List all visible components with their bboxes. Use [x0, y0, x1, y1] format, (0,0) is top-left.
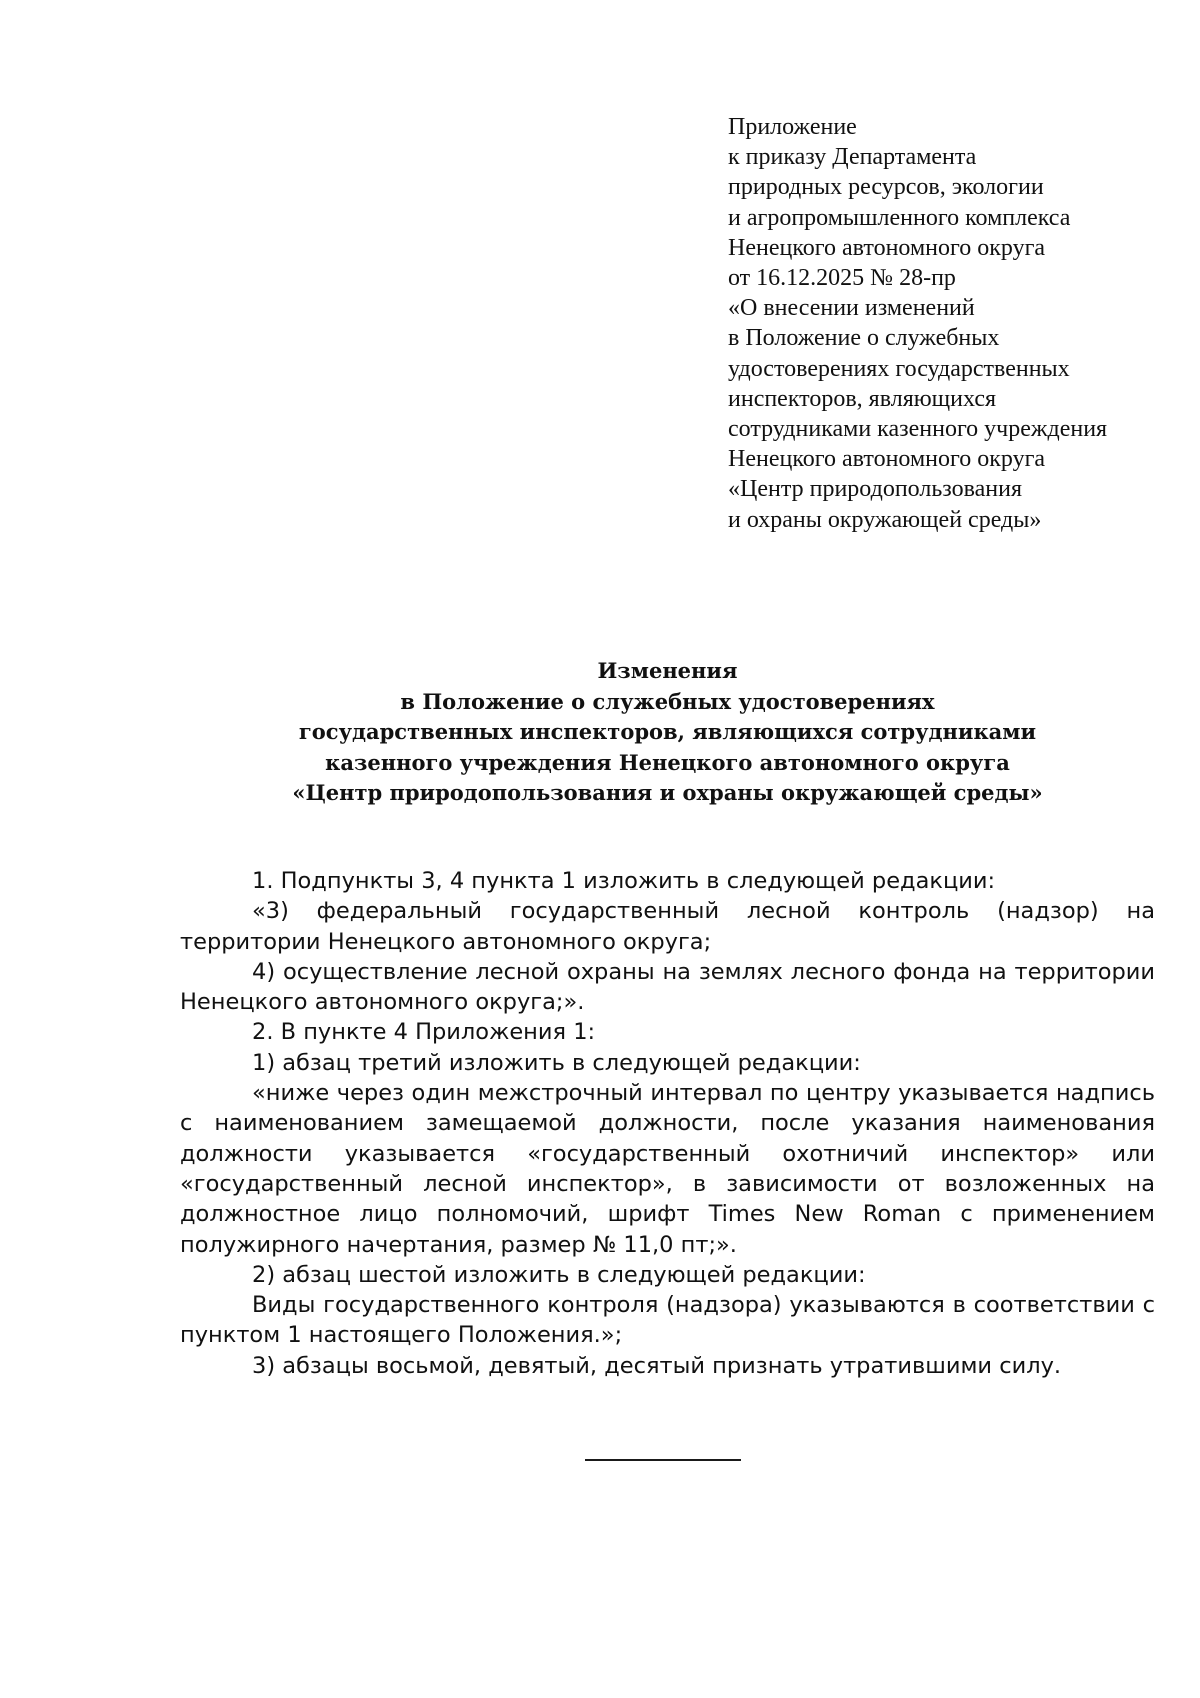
appendix-line: Ненецкого автономного округа [728, 234, 1046, 261]
appendix-line: Ненецкого автономного округа [728, 446, 1046, 473]
appendix-line: инспекторов, являющихся [728, 385, 997, 412]
appendix-header [728, 112, 1188, 535]
document-body [180, 866, 1155, 1381]
body-paragraph: «3) федеральный государственный лесной контроль (надзор) на территории Ненецкого автономного округа; [180, 898, 1155, 955]
title-line: государственных инспекторов, являющихся сотрудниками [298, 719, 1037, 744]
appendix-line: к приказу Департамента [728, 144, 977, 171]
body-paragraph: 1. Подпункты 3, 4 пункта 1 изложить в следующей редакции: [252, 868, 996, 894]
body-paragraph: 1) абзац третий изложить в следующей редакции: [252, 1049, 861, 1076]
appendix-line: в Положение о служебных [728, 325, 1000, 352]
body-paragraph: 2) абзац шестой изложить в следующей редакции: [252, 1261, 866, 1288]
title-line: Изменения [597, 658, 738, 683]
body-paragraph: 3) абзацы восьмой, девятый, десятый признать утратившими силу. [252, 1352, 1062, 1379]
body-paragraph: 4) осуществление лесной охраны на землях лесного фонда на территории Ненецкого автономного округа;». [180, 958, 1155, 1016]
body-paragraph: Виды государственного контроля (надзора) указываются в соответствии с пунктом 1 настоящего Положения.»; [180, 1292, 1155, 1349]
appendix-line: природных ресурсов, экологии [728, 174, 1044, 201]
title-line: в Положение о служебных удостоверениях [400, 688, 935, 714]
body-paragraph: «ниже через один межстрочный интервал по центру указывается надпись с наименованием замещаемой должности, после указания наименования должности указывается «государственный охотничий инспектор» или «государственный лесной инспектор», в зависимости от возложенных на должностное лицо полномочий, шрифт Times New Roman с применением полужирного начертания, размер № 11,0 пт;». [180, 1080, 1155, 1258]
body-paragraph: 2. В пункте 4 Приложения 1: [252, 1019, 596, 1046]
appendix-line: и охраны окружающей среды» [728, 506, 1042, 533]
appendix-line: «Центр природопользования [728, 476, 1022, 503]
title-line: казенного учреждения Ненецкого автономного округа [325, 749, 1010, 775]
appendix-line: «О внесении изменений [728, 295, 975, 322]
appendix-line: и агропромышленного комплекса [728, 204, 1071, 231]
closing-divider [585, 1459, 741, 1461]
title-line: «Центр природопользования и охраны окружающей среды» [292, 780, 1043, 805]
appendix-line: Приложение [728, 114, 857, 140]
appendix-line: от 16.12.2025 № 28-пр [728, 265, 956, 292]
appendix-line: удостоверениях государственных [728, 355, 1070, 382]
document-title [160, 656, 1175, 809]
appendix-line: сотрудниками казенного учреждения [728, 416, 1108, 443]
